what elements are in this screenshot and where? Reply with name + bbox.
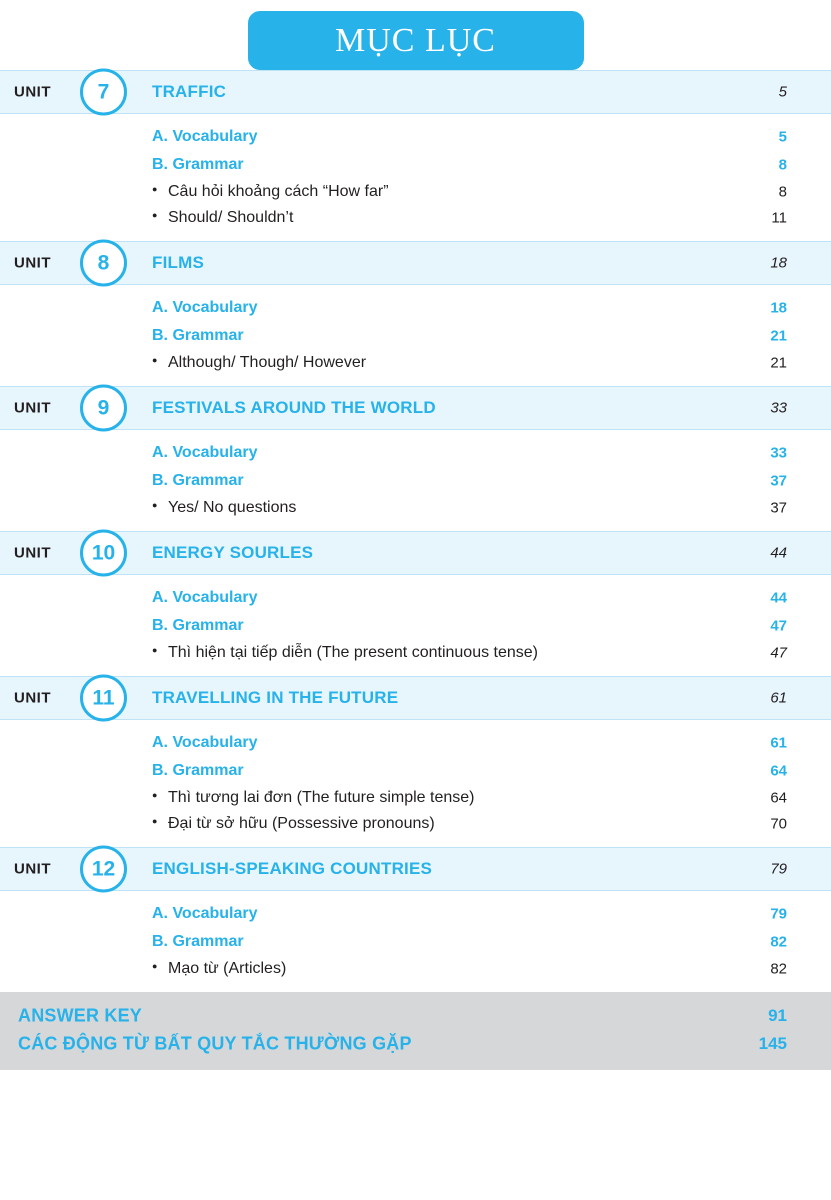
toc-entry[interactable]	[0, 928, 831, 956]
toc-entry[interactable]	[0, 123, 831, 151]
unit-header-row[interactable]	[0, 386, 831, 430]
toc-entry-page: 33	[770, 444, 787, 462]
footer-section	[0, 992, 831, 1070]
toc-entry[interactable]	[0, 640, 831, 666]
toc-entry-label: ● Mạo từ (Articles)	[168, 960, 286, 978]
unit-header-row[interactable]	[0, 676, 831, 720]
unit-entries	[0, 430, 831, 531]
footer-entry-label: ANSWER KEY	[18, 1005, 143, 1026]
toc-entry[interactable]	[0, 439, 831, 467]
unit-page-number: 33	[770, 399, 787, 417]
toc-entry[interactable]	[0, 151, 831, 179]
unit-section	[0, 241, 831, 386]
unit-number-badge: 7	[80, 69, 127, 116]
unit-number-badge: 12	[80, 846, 127, 893]
toc-entry[interactable]	[0, 495, 831, 521]
unit-title[interactable]: ENGLISH-SPEAKING COUNTRIES	[152, 859, 433, 878]
toc-entry-page: 70	[770, 815, 787, 833]
toc-entry-label: B. Grammar	[152, 472, 244, 489]
toc-entry-page: 37	[770, 472, 787, 490]
unit-title[interactable]: FESTIVALS AROUND THE WORLD	[152, 398, 436, 417]
footer-entry-page: 91	[768, 1006, 787, 1025]
unit-title[interactable]: TRAVELLING IN THE FUTURE	[152, 688, 399, 707]
unit-header-row[interactable]	[0, 531, 831, 575]
unit-header-row[interactable]	[0, 70, 831, 114]
toc-entry-page: 47	[770, 617, 787, 635]
toc-entry[interactable]	[0, 350, 831, 376]
unit-header-row[interactable]	[0, 241, 831, 285]
toc-entry-label: ● Thì tương lai đơn (The future simple tense)	[168, 789, 475, 807]
toc-entry[interactable]	[0, 584, 831, 612]
toc-entry-label: ● Câu hỏi khoảng cách “How far”	[168, 183, 389, 201]
footer-entry[interactable]	[0, 1030, 831, 1058]
toc-entry-label: A. Vocabulary	[152, 734, 258, 751]
toc-entry[interactable]	[0, 785, 831, 811]
toc-entry-page: 11	[771, 209, 787, 227]
toc-entry-page: 5	[778, 128, 787, 146]
unit-section	[0, 386, 831, 531]
toc-entry-label: B. Grammar	[152, 327, 244, 344]
unit-number-badge: 10	[80, 530, 127, 577]
toc-entry-label: ● Although/ Though/ However	[168, 354, 366, 372]
toc-entry[interactable]	[0, 322, 831, 350]
toc-entry-label: B. Grammar	[152, 933, 244, 950]
footer-entry[interactable]	[0, 1002, 831, 1030]
unit-section	[0, 531, 831, 676]
toc-entry-label: ● Thì hiện tại tiếp diễn (The present continuous tense)	[168, 644, 538, 662]
toc-entry-label: B. Grammar	[152, 762, 244, 779]
toc-entry[interactable]	[0, 205, 831, 231]
unit-section	[0, 70, 831, 241]
unit-word-label: UNIT	[14, 689, 51, 707]
toc-entry-label: A. Vocabulary	[152, 128, 258, 145]
unit-word-label: UNIT	[14, 254, 51, 272]
unit-title[interactable]: FILMS	[152, 253, 204, 272]
toc-entry-page: 18	[770, 299, 787, 317]
toc-entry-label: B. Grammar	[152, 617, 244, 634]
unit-page-number: 18	[770, 254, 787, 272]
toc-entry-page: 47	[770, 644, 787, 662]
toc-entry-page: 79	[770, 905, 787, 923]
unit-word-label: UNIT	[14, 83, 51, 101]
unit-title[interactable]: ENERGY SOURLES	[152, 543, 314, 562]
unit-word-label: UNIT	[14, 399, 51, 417]
footer-entry-page: 145	[758, 1034, 787, 1053]
unit-word-label: UNIT	[14, 544, 51, 562]
toc-entry-label: ● Should/ Shouldn’t	[168, 209, 293, 227]
toc-entry[interactable]	[0, 729, 831, 757]
unit-word-label: UNIT	[14, 860, 51, 878]
unit-entries	[0, 114, 831, 241]
toc-entry-page: 21	[770, 354, 787, 372]
unit-entries	[0, 575, 831, 676]
toc-entry[interactable]	[0, 900, 831, 928]
toc-entry-page: 21	[770, 327, 787, 345]
unit-entries	[0, 720, 831, 847]
unit-section	[0, 676, 831, 847]
unit-page-number: 5	[778, 83, 787, 101]
toc-entry-label: ● Đại từ sở hữu (Possessive pronouns)	[168, 815, 435, 833]
unit-number-badge: 11	[80, 675, 127, 722]
footer-entry-label: CÁC ĐỘNG TỪ BẤT QUY TẮC THƯỜNG GẶP	[18, 1033, 412, 1054]
page-title: MỤC LỤC	[248, 11, 584, 70]
toc-entry[interactable]	[0, 294, 831, 322]
toc-entry-label: B. Grammar	[152, 156, 244, 173]
toc-entry[interactable]	[0, 612, 831, 640]
toc-entry-page: 64	[770, 762, 787, 780]
toc-entry-label: A. Vocabulary	[152, 905, 258, 922]
toc-entry-page: 61	[770, 734, 787, 752]
toc-entry-label: A. Vocabulary	[152, 589, 258, 606]
unit-entries	[0, 285, 831, 386]
title-area	[0, 0, 831, 70]
toc-entry-page: 8	[778, 183, 787, 201]
toc-entry[interactable]	[0, 956, 831, 982]
unit-title[interactable]: TRAFFIC	[152, 82, 227, 101]
toc-entry-label: ● Yes/ No questions	[168, 499, 296, 517]
unit-number-badge: 9	[80, 385, 127, 432]
unit-number-badge: 8	[80, 240, 127, 287]
toc-entry[interactable]	[0, 757, 831, 785]
toc-entry-page: 82	[770, 960, 787, 978]
toc-entry-page: 8	[778, 156, 787, 174]
unit-page-number: 61	[770, 689, 787, 707]
toc-entry[interactable]	[0, 179, 831, 205]
unit-section	[0, 847, 831, 992]
toc-entry[interactable]	[0, 467, 831, 495]
toc-entry-page: 64	[770, 789, 787, 807]
toc-entry-page: 82	[770, 933, 787, 951]
unit-entries	[0, 891, 831, 992]
units-list	[0, 70, 831, 992]
toc-entry-label: A. Vocabulary	[152, 299, 258, 316]
toc-entry[interactable]	[0, 811, 831, 837]
unit-header-row[interactable]	[0, 847, 831, 891]
toc-entry-page: 37	[770, 499, 787, 517]
toc-entry-label: A. Vocabulary	[152, 444, 258, 461]
unit-page-number: 44	[770, 544, 787, 562]
unit-page-number: 79	[770, 860, 787, 878]
toc-entry-page: 44	[770, 589, 787, 607]
